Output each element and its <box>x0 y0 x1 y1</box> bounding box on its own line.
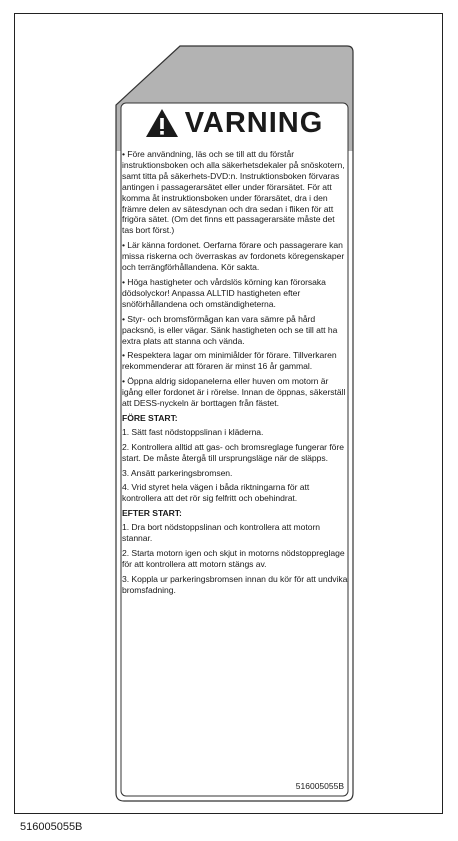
before-start-heading: FÖRE START: <box>122 412 178 423</box>
after-start-step-2: 2. Starta motorn igen och skjut in motorns nödstoppreglage för att kontrollera att motorn stängs av. <box>122 548 345 569</box>
before-start-step-1: 1. Sätt fast nödstoppslinan i kläderna. <box>122 426 264 437</box>
before-start-step-2: 2. Kontrollera alltid att gas- och bromsreglage fungerar före start. De måste återgå till ursprungsläge när de släpps. <box>122 441 344 463</box>
after-start-step-3: 3. Koppla ur parkeringsbromsen innan du kör för att undvika bromsfadning. <box>122 573 348 595</box>
warning-paragraph-4: • Styr- och bromsförmågan kan vara sämre på hård packsnö, is eller vägar. Sänk hastigheten och se till att ha extra plats att stanna och vända. <box>122 313 338 346</box>
warning-paragraph-5: • Respektera lagar om minimiålder för förare. Tillverkaren rekommenderar att föraren är minst 16 år gammal. <box>122 350 337 372</box>
warning-triangle-icon <box>145 108 179 138</box>
warning-paragraph-3: • Höga hastigheter och vårdslös körning kan förorsaka dödsolyckor! Anpassa ALLTID hastigheten efter snöförhållandena och omständigheterna. <box>122 276 326 309</box>
warning-title: VARNING <box>184 106 324 139</box>
before-start-step-4: 4. Vrid styret hela vägen i båda riktningarna för att kontrollera att det rör sig felfritt och obehindrat. <box>122 482 310 504</box>
after-start-step-1: 1. Dra bort nödstoppslinan och kontrollera att motorn stannar. <box>122 522 320 544</box>
warning-paragraph-2: • Lär känna fordonet. Oerfarna förare och passagerare kan missa riskerna och överraskas av fordonets köregenskaper och terrängförhållandena. Kör sakta. <box>122 240 345 273</box>
figure-code: 516005055B <box>20 821 83 833</box>
warning-paragraph-1: • Före användning, läs och se till att du förstår instruktionsboken och alla säkerhetsdekaler på snöskotern, samt titta på säkerhets-DVD:n. Instruktionsboken förvaras antingen i passagerarsätet eller under förarsätet. För att komma åt instruktionsboken under förarsätet, dra i den främre delen av sätesdynan och dra sedan i fliken för att frigöra sätet. (Om det finns ett passagerarsäte måste det tas bort först.) <box>122 149 345 236</box>
label-part-code: 516005055B <box>295 781 344 791</box>
label-body <box>122 149 348 600</box>
after-start-heading: EFTER START: <box>122 508 182 519</box>
warning-label <box>115 45 354 802</box>
before-start-step-3: 3. Ansätt parkeringsbromsen. <box>122 467 233 478</box>
warning-paragraph-6: • Öppna aldrig sidopanelerna eller huven om motorn är igång eller fordonet är i rörelse. Innan de öppnas, säkerställ att DESS-nyckeln är borttagen från fästet. <box>122 376 346 409</box>
label-title <box>123 103 345 143</box>
